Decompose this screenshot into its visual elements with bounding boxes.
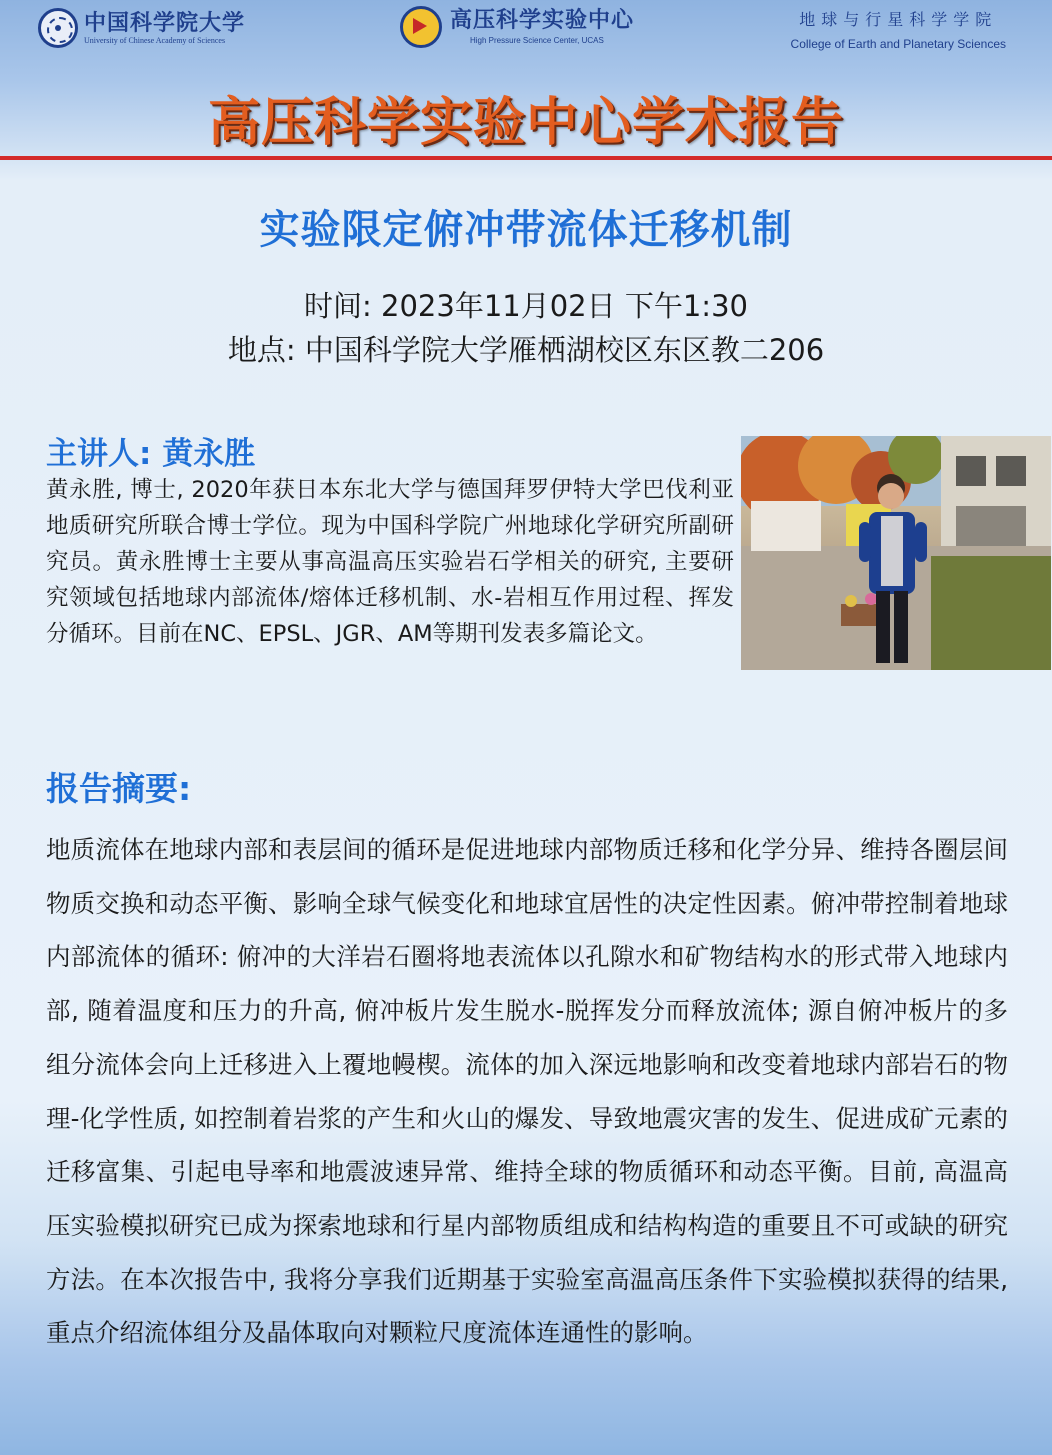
college-name-en: College of Earth and Planetary Sciences	[790, 37, 1006, 51]
center-name-en: High Pressure Science Center, UCAS	[470, 36, 604, 45]
abstract-text: 地质流体在地球内部和表层间的循环是促进地球内部物质迁移和化学分异、维持各圈层间物质交换和动态平衡、影响全球气候变化和地球宜居性的决定性因素。俯冲带控制着地球内部流体的循环: 俯冲的大洋岩石圈将地表流体以孔隙水和矿物结构水的形式带入地球内部, 随着温度和压力的升高, 俯冲板片发生脱水-脱挥发分而释放流体; 源自俯冲板片的多组分流体会向上迁移进入上覆地幔楔。流体的加入深远地影响和改变着地球内部岩石的物理-化学性质, 如控制着岩浆的产生和火山的爆发、导致地震灾害的发生、促进成矿元素的迁移富集、引起电导率和地震波速异常、维持全球的物质循环和动态平衡。目前, 高温高压实验模拟研究已成为探索地球和行星内部物质组成和结构构造的重要且不可或缺的研究方法。在本次报告中, 我将分享我们近期基于实验室高温高压条件下实验模拟获得的结果, 重点介绍流体组分及晶体取向对颗粒尺度流体连通性的影响。	[46, 835, 1008, 1348]
talk-place: 地点: 中国科学院大学雁栖湖校区东区教二206	[227, 333, 825, 367]
ucas-name-cn: 中国科学院大学	[84, 10, 246, 36]
poster-main-title: 高压科学实验中心学术报告	[207, 93, 844, 153]
title-divider	[0, 156, 1052, 160]
ucas-logo	[38, 8, 245, 48]
speaker-bio: 黄永胜, 博士, 2020年获日本东北大学与德国拜罗伊特大学巴伐利亚地质研究所联合博士学位。现为中国科学院广州地球化学研究所副研究员。黄永胜博士主要从事高温高压实验岩石学相关的研究, 主要研究领域包括地球内部流体/熔体迁移机制、水-岩相互作用过程、挥发分循环。目前在NC、EPSL、JGR、AM等期刊发表多篇论文。	[46, 477, 734, 647]
abstract-heading: 报告摘要:	[46, 769, 192, 808]
ucas-seal-icon	[38, 8, 78, 48]
center-logo	[400, 6, 634, 48]
ucas-name-en: University of Chinese Academy of Sciences	[84, 36, 226, 45]
high-pressure-badge-icon	[400, 6, 442, 48]
speaker-photo	[741, 436, 1051, 670]
college-name-cn: 地球与行星科学学院	[799, 10, 998, 29]
poster-header	[0, 0, 1052, 60]
talk-time: 时间: 2023年11月02日 下午1:30	[304, 289, 748, 323]
speaker-heading: 主讲人: 黄永胜	[46, 436, 256, 472]
speaker-photo-illustration	[741, 436, 1051, 670]
talk-title: 实验限定俯冲带流体迁移机制	[259, 207, 793, 253]
center-name-cn: 高压科学实验中心	[450, 8, 635, 33]
college-logo	[791, 8, 1006, 56]
